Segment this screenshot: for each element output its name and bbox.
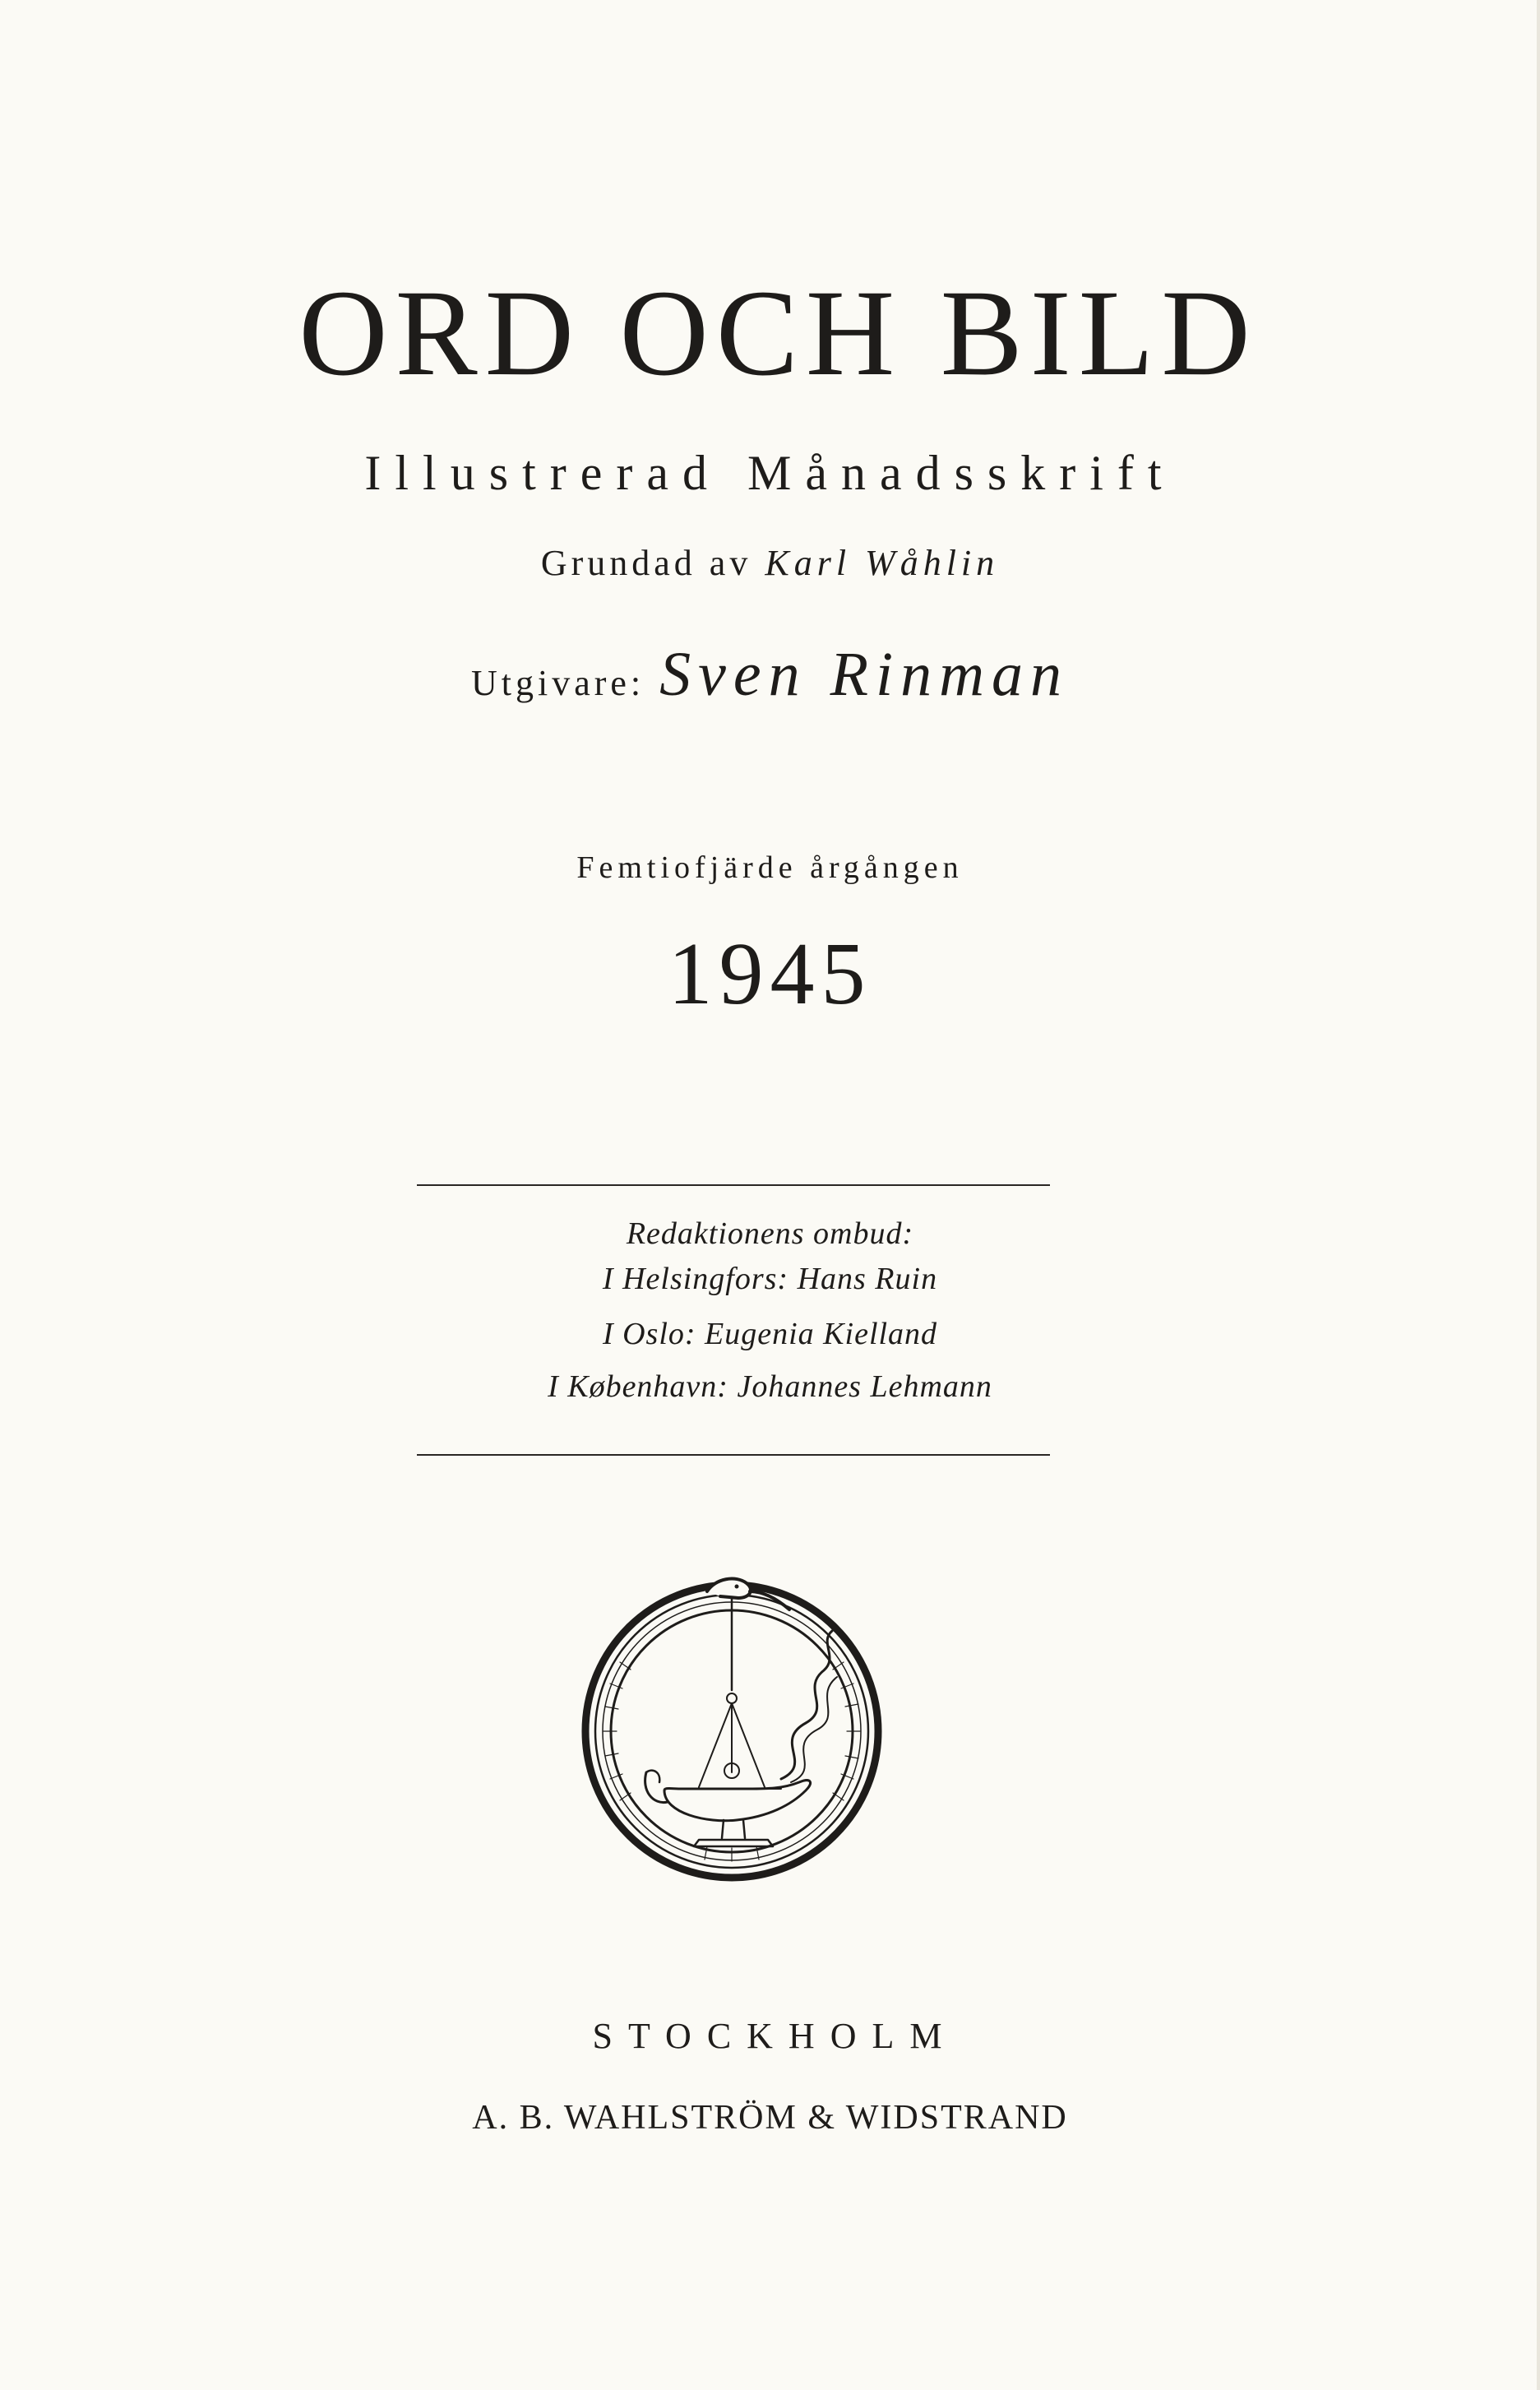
founder-label: Grundad av bbox=[540, 543, 752, 583]
editors-heading: Redaktionens ombud: bbox=[626, 1216, 914, 1251]
ouroboros-oil-lamp-emblem bbox=[567, 1567, 896, 1887]
divider-top bbox=[417, 1184, 1050, 1186]
founder-name: Karl Wåhlin bbox=[765, 543, 1000, 583]
publication-year: 1945 bbox=[668, 925, 872, 1023]
editor-helsingfors: I Helsingfors: Hans Ruin bbox=[602, 1262, 938, 1296]
publisher-line bbox=[0, 642, 1540, 716]
divider-bottom bbox=[417, 1454, 1050, 1456]
imprint-publisher: A. B. WAHLSTRÖM & WIDSTRAND bbox=[472, 2099, 1068, 2137]
journal-subtitle: Illustrerad Månadsskrift bbox=[364, 446, 1176, 500]
editor-oslo: I Oslo: Eugenia Kielland bbox=[602, 1317, 938, 1351]
publisher-name: Sven Rinman bbox=[659, 640, 1070, 709]
publisher-label: Utgivare: bbox=[470, 663, 645, 703]
editor-kobenhavn: I København: Johannes Lehmann bbox=[548, 1369, 992, 1404]
journal-title: ORD OCH BILD bbox=[298, 265, 1258, 401]
volume-line: Femtiofjärde årgången bbox=[576, 850, 964, 885]
founder-line bbox=[0, 539, 1540, 588]
imprint-city: STOCKHOLM bbox=[592, 2016, 958, 2056]
